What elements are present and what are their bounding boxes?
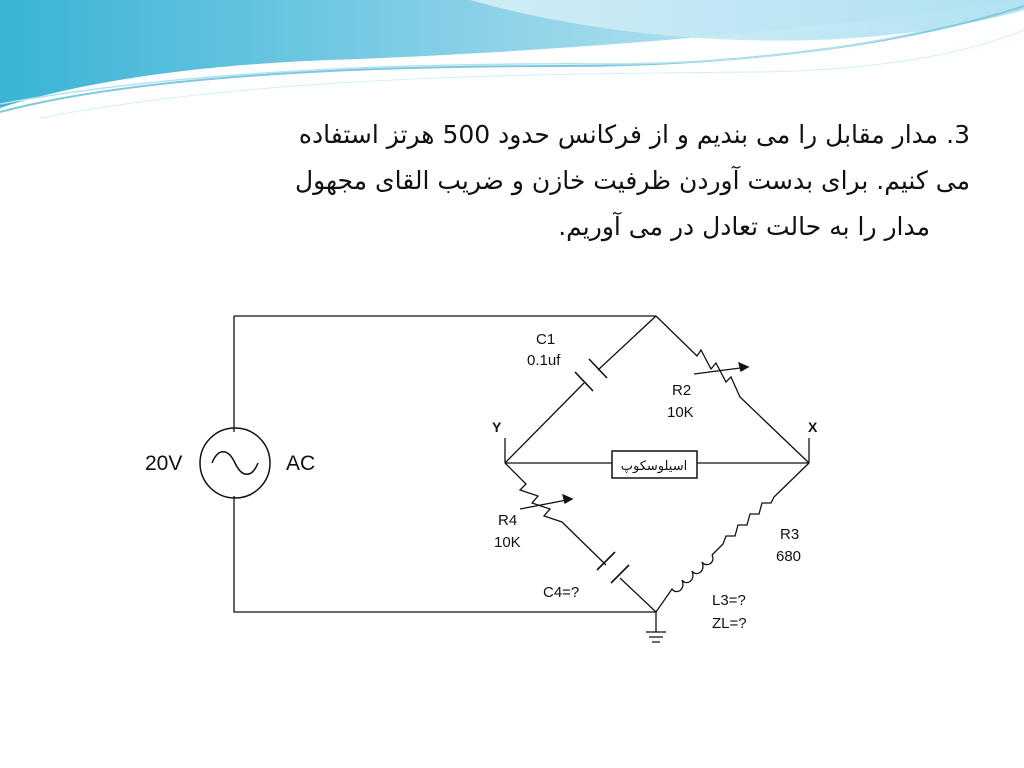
r3-name-label: R3 xyxy=(780,526,800,543)
source-voltage-label: 20V xyxy=(145,452,183,475)
c4-label: C4=? xyxy=(543,584,580,601)
oscilloscope-label: اسیلوسکوپ xyxy=(620,459,688,474)
paragraph-line-2: می کنیم. برای بدست آوردن ظرفیت خازن و ضریب القای مجهول xyxy=(294,166,970,195)
paragraph-line-1: 3. مدار مقابل را می بندیم و از فرکانس حدود 500 هرتز استفاده xyxy=(298,120,970,149)
c1-value-label: 0.1uf xyxy=(527,352,561,369)
r4-value-label: 10K xyxy=(494,534,521,551)
source-type-label: AC xyxy=(286,452,316,475)
node-y-label: Y xyxy=(492,419,502,435)
r4-name-label: R4 xyxy=(498,512,518,529)
r3-value-label: 680 xyxy=(776,548,802,565)
l3-inductor-icon xyxy=(656,555,713,612)
c4-capacitor-icon xyxy=(597,552,629,583)
r2-value-label: 10K xyxy=(667,404,694,421)
paragraph-line-3: مدار را به حالت تعادل در می آوریم. xyxy=(558,212,930,241)
c1-capacitor-icon xyxy=(575,359,607,391)
sine-wave-icon xyxy=(212,452,258,475)
zl-label: ZL=? xyxy=(712,615,747,632)
r4-wire xyxy=(505,463,656,612)
c1-name-label: C1 xyxy=(536,331,556,348)
left-wire-bottom xyxy=(234,496,656,612)
ground-icon xyxy=(646,612,666,642)
l3-label: L3=? xyxy=(712,592,746,609)
r2-name-label: R2 xyxy=(672,382,692,399)
node-x-label: X xyxy=(808,419,818,435)
c1-wire xyxy=(505,316,656,463)
